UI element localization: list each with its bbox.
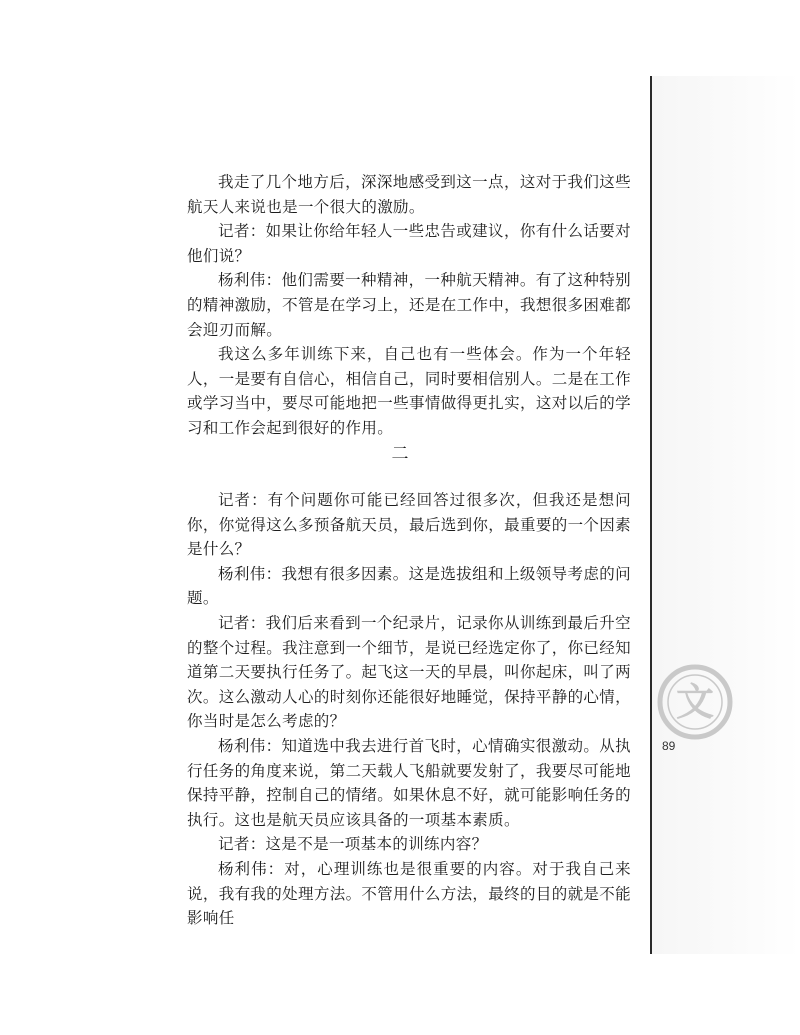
paragraph: 我这么多年训练下来，自己也有一些体会。作为一个年轻人，一是要有自信心，相信自己，同时要相信别人。二是在工作或学习当中，要尽可能地把一些事情做得更扎实，这对以后的学习和工作会起到很好的作用。 bbox=[187, 345, 631, 437]
paragraph: 杨利伟：知道选中我去进行首飞时，心情确实很激动。从执行任务的角度来说，第二天载人飞船就要发射了，我要尽可能地保持平静，控制自己的情绪。如果休息不好，就可能影响任务的执行。这也是航天员应该具备的一项基本素质。 bbox=[187, 736, 631, 829]
paragraph: 杨利伟：他们需要一种精神，一种航天精神。有了这种特别的精神激励，不管是在学习上，还是在工作中，我想很多困难都会迎刃而解。 bbox=[187, 271, 631, 339]
paragraph: 记者：这是不是一项基本的训练内容？ bbox=[218, 835, 488, 854]
paragraph: 记者：我们后来看到一个纪录片，记录你从训练到最后升空的整个过程。我注意到一个细节，是说已经选定你了，你已经知道第二天要执行任务了。起飞这一天的早晨，叫你起床，叫了两次。这么激动人心的时刻你还能很好地睡觉，保持平静的心情，你当时是怎么考虑的？ bbox=[187, 613, 631, 731]
margin-rule bbox=[650, 76, 652, 954]
text-block-bottom bbox=[187, 488, 631, 931]
section-number: 二 bbox=[391, 444, 409, 464]
page-number: 89 bbox=[662, 739, 676, 753]
text-block-top bbox=[187, 170, 631, 441]
wen-emblem-icon bbox=[656, 663, 734, 741]
page-edge-band bbox=[652, 76, 800, 954]
paragraph: 记者：如果让你给年轻人一些忠告或建议，你有什么话要对他们说？ bbox=[187, 222, 631, 265]
paragraph: 我走了几个地方后，深深地感受到这一点，这对于我们这些航天人来说也是一个很大的激励。 bbox=[187, 173, 631, 216]
paragraph: 杨利伟：对，心理训练也是很重要的内容。对于我自己来说，我有我的处理方法。不管用什么方法，最终的目的就是不能影响任 bbox=[187, 859, 631, 928]
emblem-glyph: 文 bbox=[675, 679, 715, 724]
paragraph: 记者：有个问题你可能已经回答过很多次，但我还是想问你，你觉得这么多预备航天员，最后选到你，最重要的一个因素是什么？ bbox=[187, 491, 631, 559]
paragraph: 杨利伟：我想有很多因素。这是选拔组和上级领导考虑的问题。 bbox=[187, 564, 631, 608]
